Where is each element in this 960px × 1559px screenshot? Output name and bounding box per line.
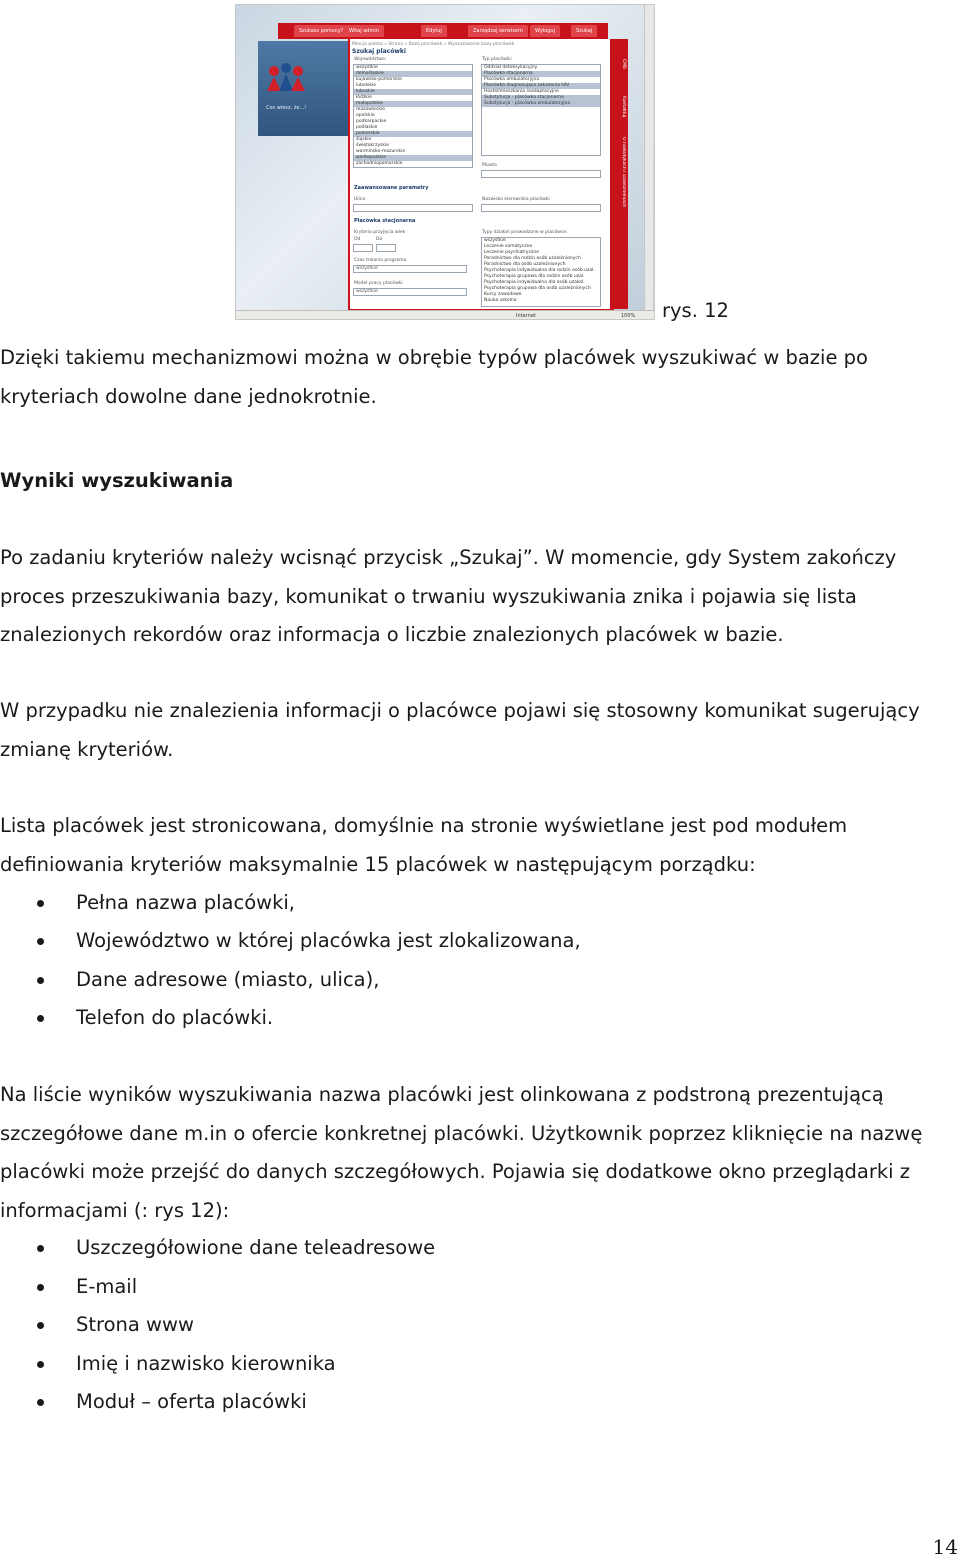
listbox-option[interactable]: Substytucja - placówka ambulatoryjna	[482, 101, 600, 107]
manager-label: Nazwisko kierownika placówki	[482, 197, 550, 202]
bullet-icon	[37, 900, 44, 907]
bullet-icon	[37, 1015, 44, 1022]
facility-type-listbox[interactable]	[481, 64, 601, 156]
age-to-input[interactable]	[376, 244, 396, 252]
listbox-option[interactable]: Leczenie somatyczne	[484, 244, 533, 249]
listbox-option[interactable]: Psychoterapia indywidualna dla osób uzależ.	[484, 280, 585, 285]
tab-edit[interactable]: Edytuj	[421, 25, 447, 37]
listbox-option[interactable]: wszystkie	[484, 238, 506, 243]
work-model-select[interactable]: wszystkie	[353, 288, 467, 296]
list-item: Pełna nazwa placówki,	[0, 884, 900, 922]
listbox-option[interactable]: Poradnictwo dla osób uzależnionych	[484, 262, 566, 267]
city-label: Miasto	[482, 163, 497, 168]
tab-welcome[interactable]: Witaj admin	[344, 25, 384, 37]
activity-types-label: Typy działań prowadzone w placówce:	[482, 230, 568, 235]
listbox-option[interactable]: Placówka stacjonarna	[482, 71, 600, 77]
listbox-option[interactable]: lubelskie	[356, 83, 376, 88]
paragraph-mechanism: Dzięki takiemu mechanizmowi można w obrębie typów placówek wyszukiwać w bazie po kryteriach dowolne dane jednokrotnie.	[0, 346, 868, 408]
bullet-icon	[37, 1245, 44, 1252]
listbox-option[interactable]: Nauka szkolna	[484, 298, 517, 303]
listbox-option[interactable]: podkarpackie	[356, 119, 387, 124]
paragraph-pagination: Lista placówek jest stronicowana, domyślnie na stronie wyświetlane jest pod modułem definiowania kryteriów maksymalnie 15 placówek w następującym porządku:	[0, 814, 848, 876]
listbox-option[interactable]: Psychoterapia grupowa dla osób uzależnionych	[484, 286, 591, 291]
duration-select[interactable]: wszystkie	[353, 265, 467, 273]
listbox-option[interactable]: Psychoterapia indywidualna dla rodzin osób uzal.	[484, 268, 595, 273]
age-to-label: Do	[376, 237, 383, 242]
age-criteria-label: Kryteria przyjęcia wiek	[354, 230, 406, 235]
browser-status-bar	[236, 310, 655, 320]
listbox-option[interactable]: Psychoterapia grupowa dla rodzin osób uzal.	[484, 274, 585, 279]
listbox-option[interactable]: Substytucja - placówka stacjonarna	[482, 95, 600, 101]
page-number: 14	[932, 1535, 958, 1559]
listbox-option[interactable]: Poradnictwo dla rodzin osób uzależnionych	[484, 256, 581, 261]
activity-types-listbox[interactable]	[481, 237, 601, 307]
page-title: Szukaj placówki	[352, 48, 406, 55]
listbox-option[interactable]: świętokrzyskie	[356, 143, 390, 148]
listbox-option[interactable]: pomorskie	[354, 131, 472, 137]
listbox-option[interactable]: Hostel/mieszkania readaptacyjne	[484, 89, 559, 94]
listbox-option[interactable]: dolnośląskie	[354, 71, 472, 77]
age-from-input[interactable]	[353, 244, 373, 252]
site-logo	[264, 61, 308, 97]
listbox-option[interactable]: zachodniopomorskie	[356, 161, 403, 166]
facility-type-label: Typ placówki:	[482, 57, 513, 62]
listbox-option[interactable]: kujawsko-pomorskie	[356, 77, 402, 82]
listbox-option[interactable]: Placówka ambulatoryjna	[484, 77, 540, 82]
list-item: Moduł – oferta placówki	[0, 1383, 900, 1421]
side-tab-contact[interactable]: Kontaktuj	[621, 96, 626, 118]
list-item: Uszczegółowione dane teleadresowe	[0, 1229, 900, 1267]
age-from-label: Od	[354, 237, 361, 242]
listbox-option[interactable]: mazowieckie	[356, 107, 386, 112]
street-input[interactable]	[353, 204, 473, 212]
bullet-icon	[37, 938, 44, 945]
breadcrumb: Mercja polska » Strona » Baza placówek » Wyszukiwanie bazy placówek	[352, 42, 515, 47]
listbox-option[interactable]: warmińsko-mazurskie	[356, 149, 406, 154]
side-tab-cms[interactable]: CMS	[621, 59, 626, 69]
bullet-icon	[37, 1284, 44, 1291]
left-panel-label: Cos wiesz, że...!	[266, 105, 307, 111]
list-item: Strona www	[0, 1306, 900, 1344]
status-zone: Internet	[516, 313, 536, 319]
bullet-icon	[37, 1361, 44, 1368]
street-label: Ulica	[354, 197, 366, 202]
listbox-option[interactable]: łódzkie	[356, 95, 372, 100]
listbox-option[interactable]: Placówka diagnozująca zakażenia HIV	[482, 83, 600, 89]
bullet-icon	[37, 1322, 44, 1329]
work-model-label: Model pracy placówki	[354, 281, 403, 286]
listbox-option[interactable]: Leczenie psychiatryczne	[484, 250, 540, 255]
list-item: Telefon do placówki.	[0, 999, 900, 1037]
paragraph-no-results: W przypadku nie znalezienia informacji o placówce pojawi się stosowny komunikat sugerujący zmianę kryteriów.	[0, 699, 920, 761]
bullet-icon	[37, 1399, 44, 1406]
side-tab-drugs[interactable]: O narkotykach i uzależnieniach	[621, 136, 626, 208]
listbox-option[interactable]: małopolskie	[354, 101, 472, 107]
list-item: E-mail	[0, 1268, 900, 1306]
bullet-icon	[37, 977, 44, 984]
listbox-option[interactable]: podlaskie	[356, 125, 378, 130]
listbox-option[interactable]: wszystkie	[356, 65, 378, 70]
listbox-option[interactable]: wielkopolskie	[354, 155, 472, 161]
list-item: Województwo w której placówka jest zlokalizowana,	[0, 922, 900, 960]
stationary-heading: Placówka stacjonarna	[354, 218, 416, 224]
tab-search[interactable]: Szukaj	[571, 25, 597, 37]
listbox-option[interactable]: Oddział detoksykacyjny	[484, 65, 538, 70]
browser-scrollbar[interactable]	[644, 5, 653, 320]
paragraph-result-links: Na liście wyników wyszukiwania nazwa placówki jest olinkowana z podstroną prezentującą szczegółowe dane m.in o ofercie konkretnej placówki. Użytkownik poprzez kliknięcie na nazwę placówki może przejść do danych szczegółowych. Pojawia się dodatkowe okno przeglądarki z informacjami (: rys 12):	[0, 1083, 923, 1222]
screenshot-figure	[235, 4, 655, 320]
listbox-option[interactable]: lubuskie	[354, 89, 472, 95]
voivodeship-label: Województwo:	[354, 57, 387, 62]
tab-manage[interactable]: Zarządzaj serwisem	[468, 25, 528, 37]
voivodeship-listbox[interactable]	[353, 64, 473, 168]
paragraph-search-results: Po zadaniu kryteriów należy wcisnąć przycisk „Szukaj”. W momencie, gdy System zakończy proces przeszukiwania bazy, komunikat o trwaniu wyszukiwania znika i pojawia się lista znalezionych rekordów oraz informacja o liczbie znalezionych placówek w bazie.	[0, 546, 897, 646]
manager-input[interactable]	[481, 204, 601, 212]
listbox-option[interactable]: śląskie	[356, 137, 372, 142]
list-item: Imię i nazwisko kierownika	[0, 1345, 900, 1383]
city-input[interactable]	[481, 170, 601, 178]
listbox-option[interactable]: Kursy zawodowe	[484, 292, 522, 297]
list-item: Dane adresowe (miasto, ulica),	[0, 961, 900, 999]
tab-help[interactable]: Szukasz pomocy?	[294, 25, 348, 37]
duration-label: Czas trwania programu	[354, 258, 407, 263]
figure-caption: rys. 12	[662, 299, 729, 322]
section-heading: Wyniki wyszukiwania	[0, 469, 234, 492]
status-zoom[interactable]: 100%	[621, 313, 636, 319]
listbox-option[interactable]: opolskie	[356, 113, 375, 118]
tab-logout[interactable]: Wyloguj	[530, 25, 560, 37]
advanced-params-heading: Zaawansowane parametry	[354, 185, 429, 191]
